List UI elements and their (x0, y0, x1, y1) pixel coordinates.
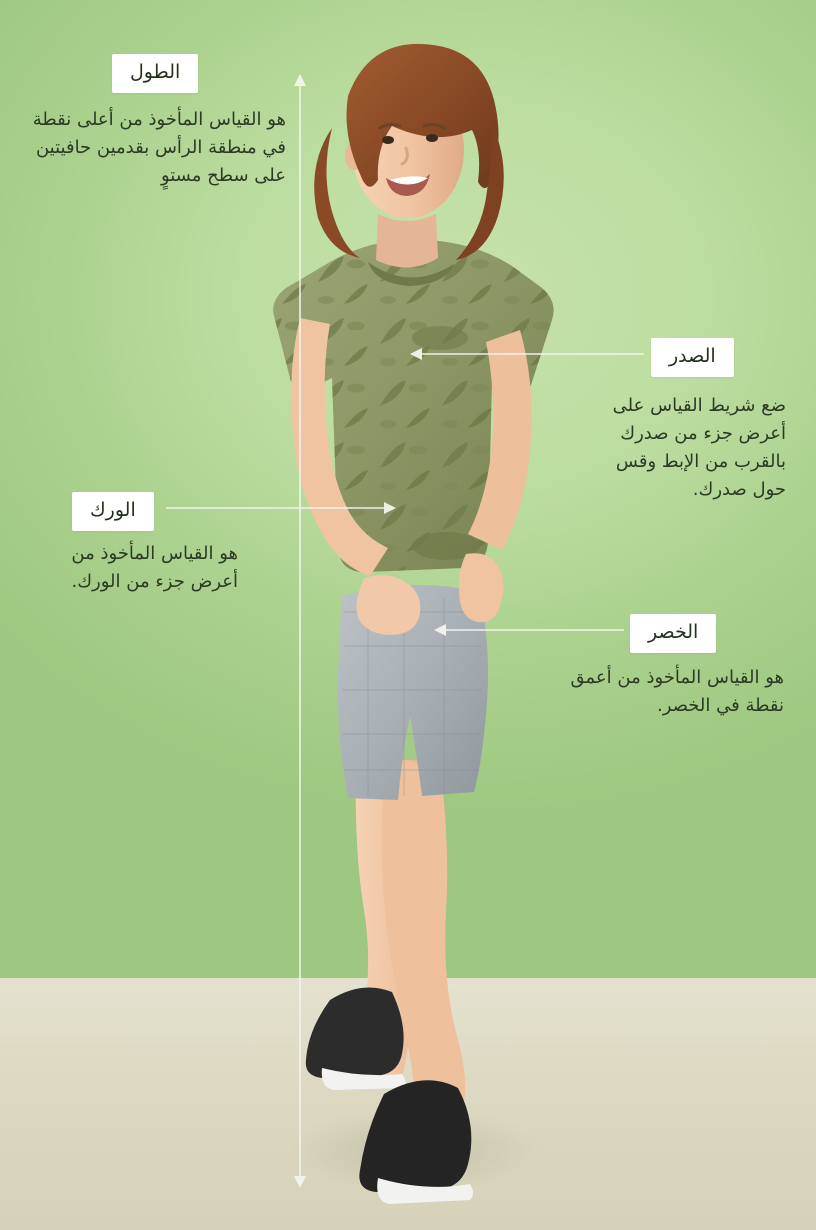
label-height[interactable]: الطول (112, 54, 198, 93)
description-chest: ضع شريط القياس على أعرض جزء من صدرك بالقرب من الإبط وقس حول صدرك. (612, 395, 786, 500)
description-hip: هو القياس المأخوذ من أعرض جزء من الورك. (71, 543, 238, 592)
hip-arrow (384, 502, 396, 514)
label-chest[interactable]: الصدر (651, 338, 734, 377)
waist-arrow (434, 624, 446, 636)
description-waist: هو القياس المأخوذ من أعمق نقطة في الخصر. (570, 667, 784, 716)
label-hip[interactable]: الورك (72, 492, 154, 531)
chest-arrow (410, 348, 422, 360)
label-waist[interactable]: الخصر (630, 614, 716, 653)
height-arrow-bottom (294, 1176, 306, 1188)
description-height: هو القياس المأخوذ من أعلى نقطة في منطقة الرأس بقدمين حافيتين على سطح مستوٍ (32, 109, 286, 186)
height-arrow-top (294, 74, 306, 86)
